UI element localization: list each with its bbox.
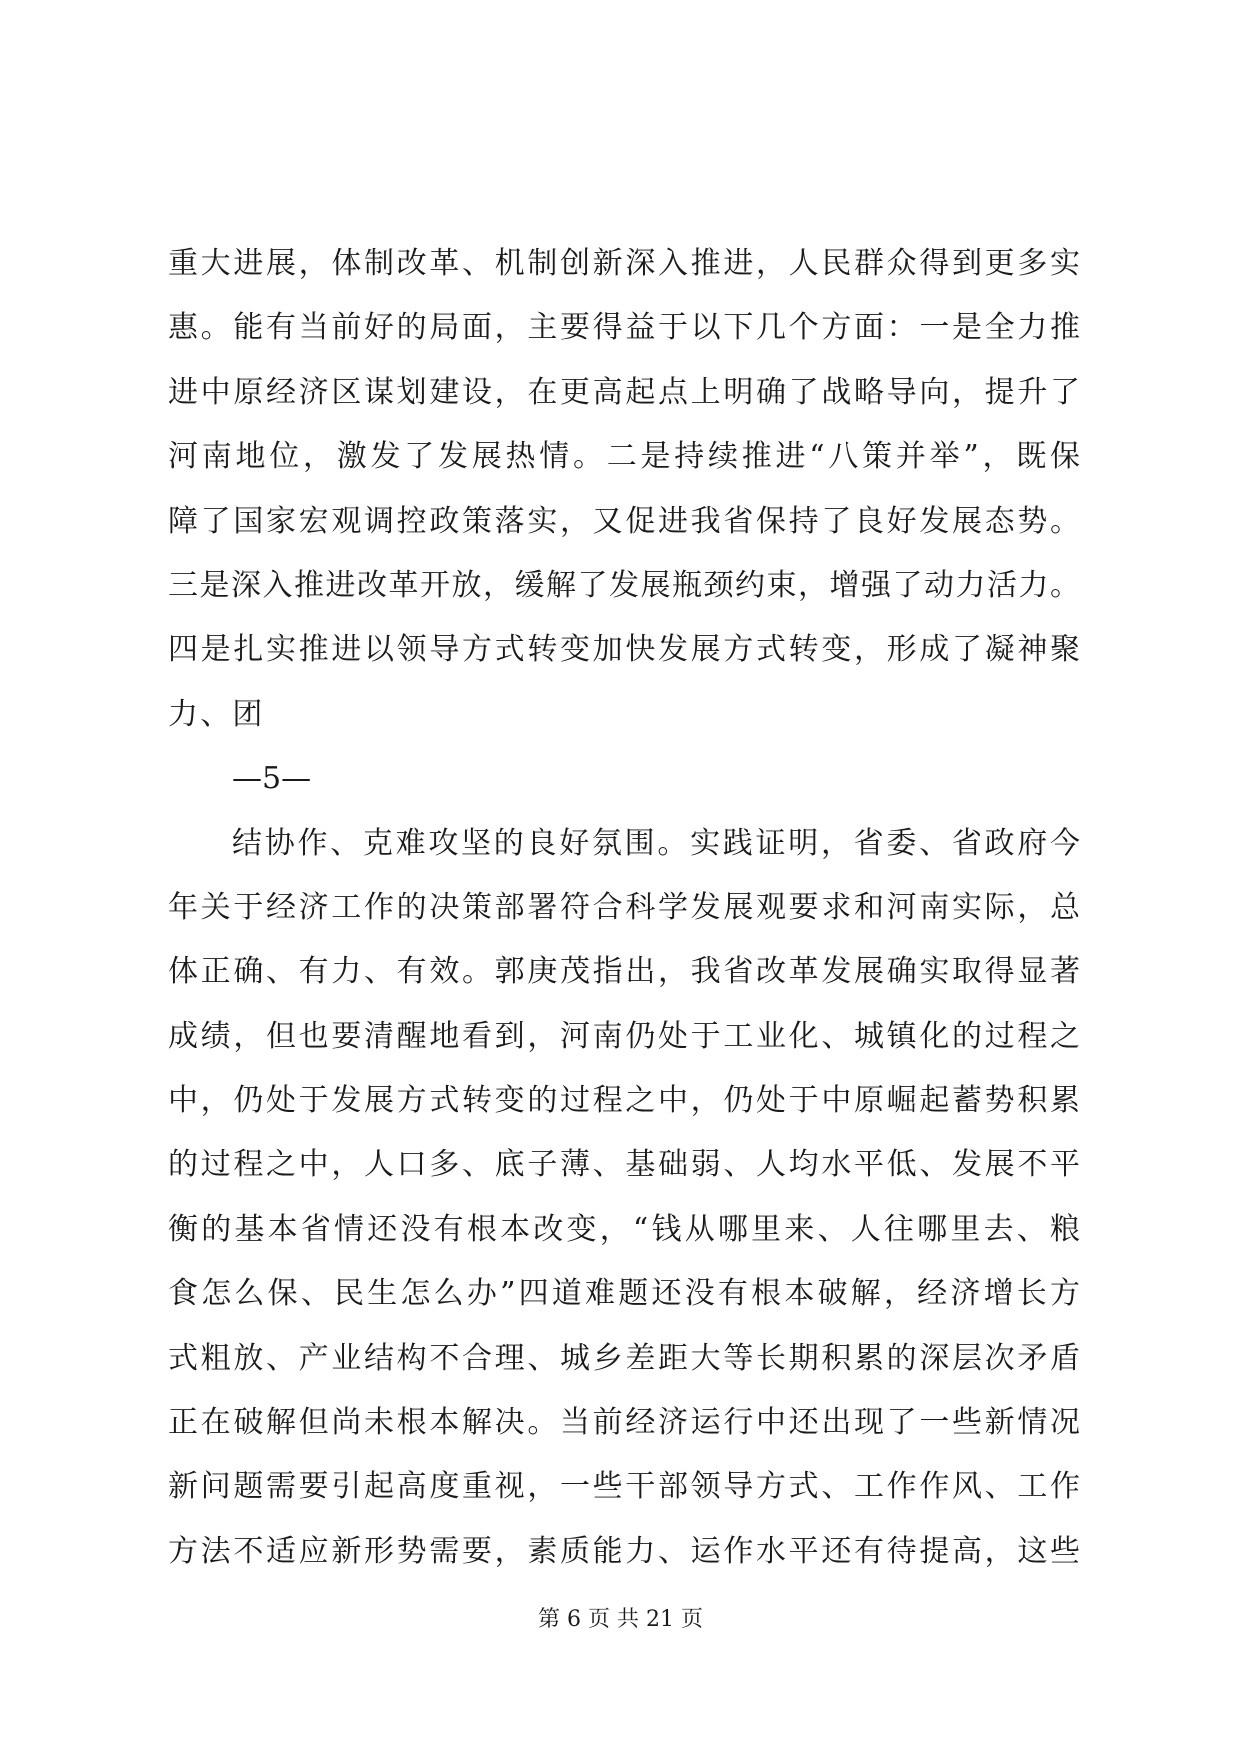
paragraph-first-line: 结协作、克难攻坚的良好氛围。实践证明，省委、省政府今 bbox=[232, 825, 1080, 861]
text-line: 正在破解但尚未根本解决。当前经济运行中还出现了一些新情况 bbox=[168, 1405, 1080, 1441]
text-line: 进中原经济区谋划建设，在更高起点上明确了战略导向，提升了 bbox=[168, 374, 1080, 410]
text-line: 惠。能有当前好的局面，主要得益于以下几个方面：一是全力推 bbox=[168, 310, 1080, 346]
text-line: 力、团 bbox=[168, 696, 265, 732]
text-line: 新问题需要引起高度重视，一些干部领导方式、工作作风、工作 bbox=[168, 1469, 1080, 1505]
text-line: 方法不适应新形势需要，素质能力、运作水平还有待提高，这些 bbox=[168, 1533, 1080, 1569]
page-number-footer: 第 6 页 共 21 页 bbox=[538, 1607, 703, 1632]
text-line: 四是扎实推进以领导方式转变加快发展方式转变，形成了凝神聚 bbox=[168, 632, 1080, 668]
text-line: 中，仍处于发展方式转变的过程之中，仍处于中原崛起蓄势积累 bbox=[168, 1083, 1080, 1119]
text-line: 式粗放、产业结构不合理、城乡差距大等长期积累的深层次矛盾 bbox=[168, 1340, 1080, 1376]
text-line: 食怎么保、民生怎么办”四道难题还没有根本破解，经济增长方 bbox=[168, 1276, 1080, 1312]
text-line: 河南地位，激发了发展热情。二是持续推进“八策并举”，既保 bbox=[168, 439, 1080, 475]
text-line: 障了国家宏观调控政策落实，又促进我省保持了良好发展态势。 bbox=[168, 503, 1080, 539]
document-body bbox=[168, 232, 1080, 1584]
text-line: 成绩，但也要清醒地看到，河南仍处于工业化、城镇化的过程之 bbox=[168, 1018, 1080, 1054]
text-line: 的过程之中，人口多、底子薄、基础弱、人均水平低、发展不平 bbox=[168, 1147, 1080, 1183]
text-line: 年关于经济工作的决策部署符合科学发展观要求和河南实际，总 bbox=[168, 889, 1080, 925]
inline-page-marker: —5— bbox=[232, 761, 312, 797]
text-line: 重大进展，体制改革、机制创新深入推进，人民群众得到更多实 bbox=[168, 246, 1080, 281]
text-line: 衡的基本省情还没有根本改变，“钱从哪里来、人往哪里去、粮 bbox=[168, 1211, 1080, 1247]
text-line: 三是深入推进改革开放，缓解了发展瓶颈约束，增强了动力活力。 bbox=[168, 567, 1080, 603]
text-line: 体正确、有力、有效。郭庚茂指出，我省改革发展确实取得显著 bbox=[168, 954, 1080, 990]
